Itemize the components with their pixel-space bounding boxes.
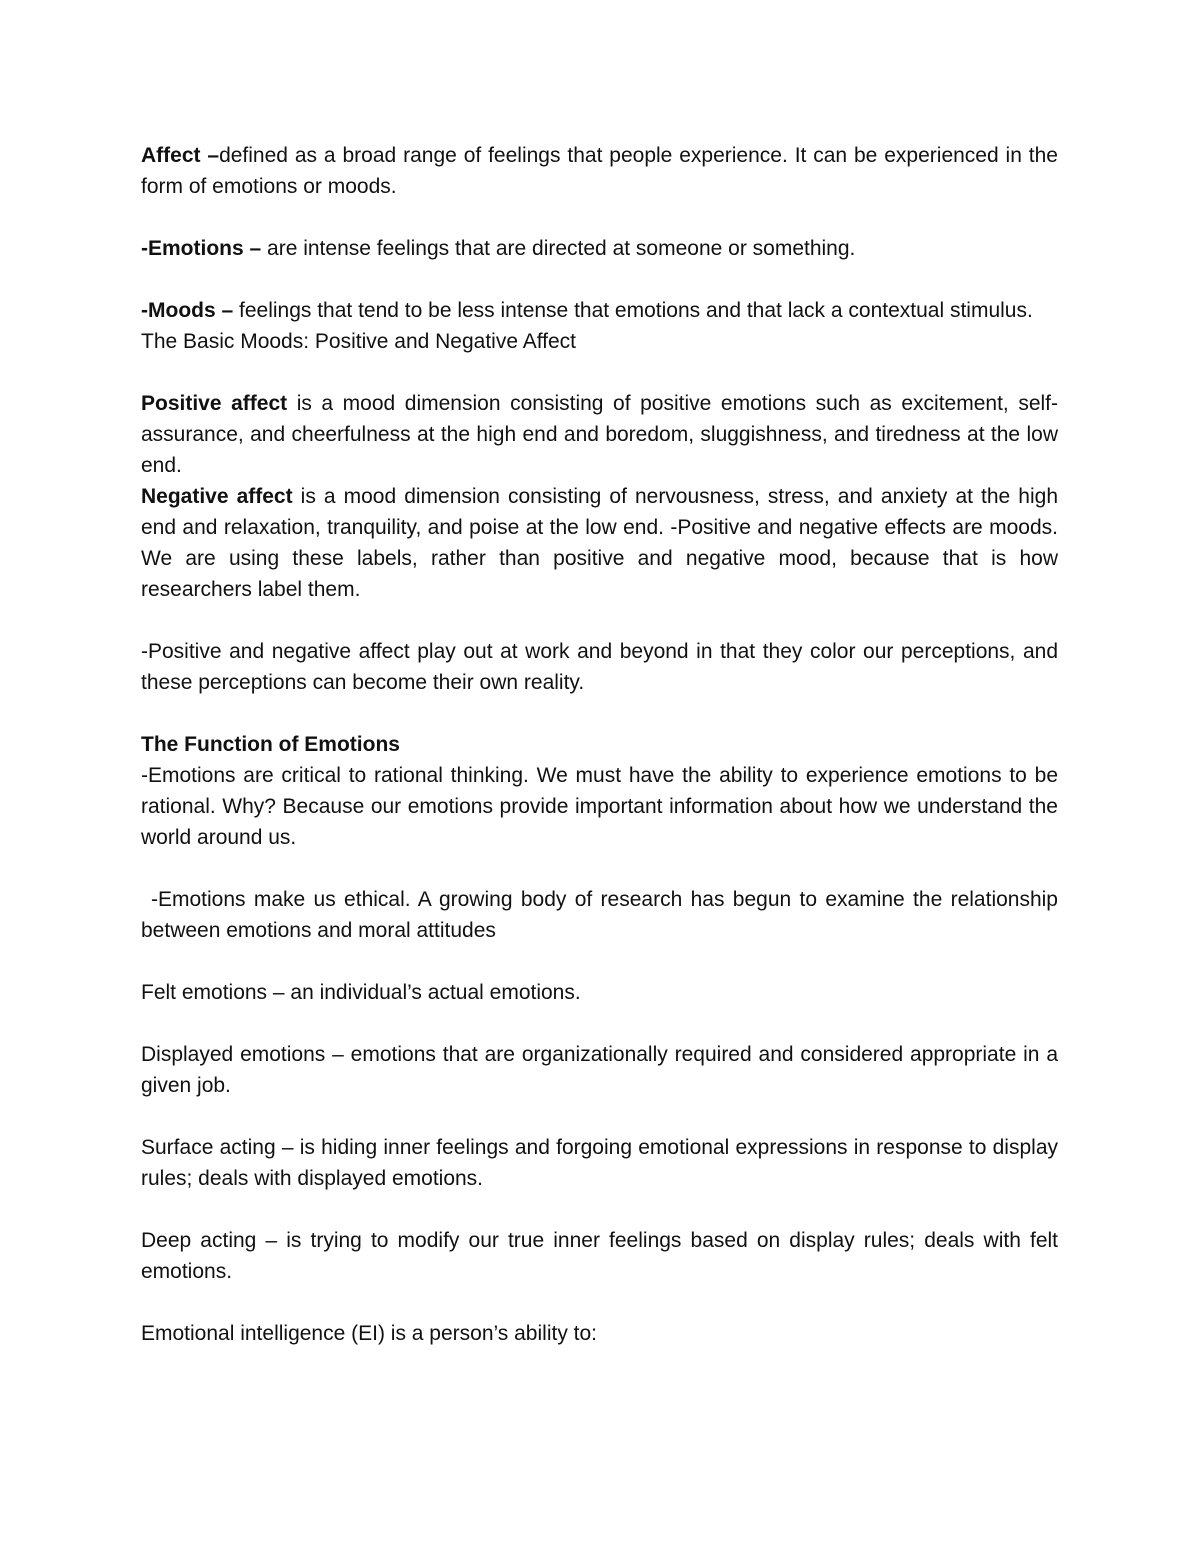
ethical-text: -Emotions make us ethical. A growing body of research has begun to examine the relationship between emotions and moral attitudes	[141, 888, 1058, 942]
moods-definition	[141, 295, 1058, 326]
deep-acting-paragraph: Deep acting – is trying to modify our true inner feelings based on display rules; deals with felt emotions.	[141, 1229, 1058, 1283]
affect-definition	[141, 140, 1058, 202]
document-body	[141, 140, 1058, 1349]
emotions-term: -Emotions –	[141, 237, 262, 260]
positive-affect-text: is a mood dimension consisting of positive emotions such as excitement, self-assurance, and cheerfulness at the high end and boredom, sluggishness, and tiredness at the low end.	[141, 392, 1058, 477]
basic-moods-heading: The Basic Moods: Positive and Negative Affect	[141, 330, 577, 353]
ethical-paragraph	[141, 884, 1058, 946]
affect-text: defined as a broad range of feelings that people experience. It can be experienced in the form of emotions or moods.	[141, 144, 1058, 198]
affect-term: Affect –	[141, 144, 220, 167]
moods-term: -Moods –	[141, 299, 234, 322]
felt-emotions-paragraph: Felt emotions – an individual’s actual emotions.	[141, 981, 581, 1004]
positive-affect-definition	[141, 388, 1058, 481]
emotions-text: are intense feelings that are directed at someone or something.	[261, 237, 856, 260]
positive-affect-term: Positive affect	[141, 392, 288, 415]
emotional-intelligence-paragraph: Emotional intelligence (EI) is a person’s ability to:	[141, 1322, 598, 1345]
moods-text: feelings that tend to be less intense that emotions and that lack a contextual stimulus.	[233, 299, 1033, 322]
negative-affect-definition	[141, 481, 1058, 605]
displayed-emotions-paragraph: Displayed emotions – emotions that are organizationally required and considered appropriate in a given job.	[141, 1043, 1058, 1097]
color-perceptions-paragraph: -Positive and negative affect play out at work and beyond in that they color our perceptions, and these perceptions can become their own reality.	[141, 640, 1058, 694]
emotions-definition	[141, 233, 1058, 264]
negative-affect-term: Negative affect	[141, 485, 293, 508]
function-of-emotions-heading: The Function of Emotions	[141, 733, 400, 756]
rational-thinking-paragraph: -Emotions are critical to rational thinking. We must have the ability to experience emotions to be rational. Why? Because our emotions provide important information about how we understand the world around us.	[141, 764, 1058, 849]
surface-acting-paragraph: Surface acting – is hiding inner feelings and forgoing emotional expressions in response to display rules; deals with displayed emotions.	[141, 1136, 1058, 1190]
negative-affect-text: is a mood dimension consisting of nervousness, stress, and anxiety at the high end and relaxation, tranquility, and poise at the low end. -Positive and negative effects are moods. We are using these labels, rather than positive and negative mood, because that is how researchers label them.	[141, 485, 1058, 601]
